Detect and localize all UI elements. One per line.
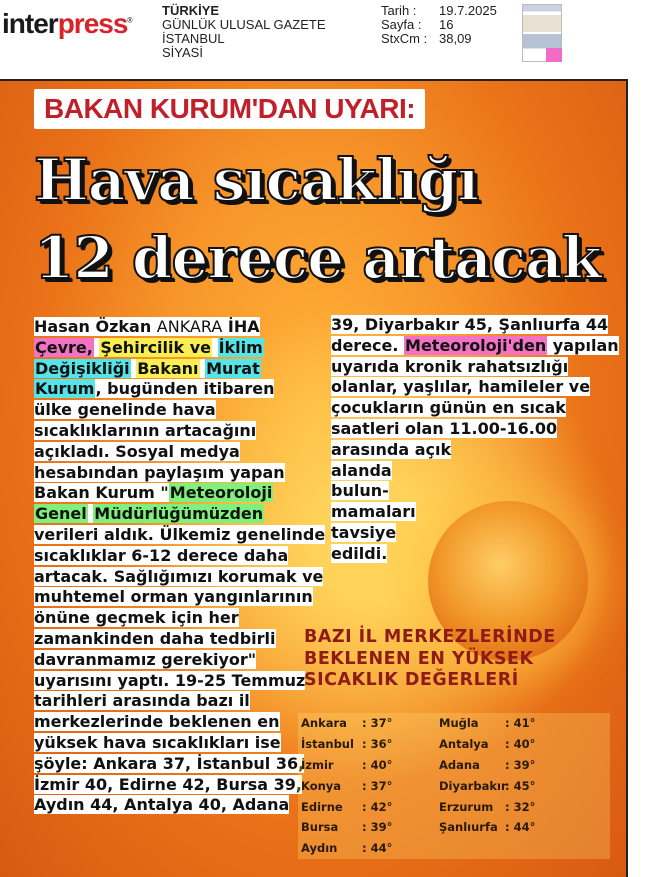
text-line: uyarıda kronik rahatsızlığı [331, 356, 569, 376]
city-name: İzmir [301, 757, 334, 772]
publication-frequency: GÜNLÜK ULUSAL GAZETE [162, 17, 326, 32]
text-line: hesabından paylaşım yapan [34, 462, 285, 482]
temperature-row [439, 775, 535, 796]
temperature-row [301, 755, 392, 776]
temperature-row [301, 775, 392, 796]
text-line: tavsiye [331, 522, 397, 542]
text-line: verileri aldık. Ülkemiz genelinde [34, 524, 326, 544]
city-temperature: : 44° [505, 820, 536, 835]
article-clipping [0, 81, 626, 877]
byline-author: Hasan Özkan [34, 317, 152, 336]
city-temperature: : 41° [505, 716, 536, 731]
clipping-header [0, 0, 651, 80]
city-temperature: : 45° [505, 778, 536, 793]
city-name: Erzurum [439, 799, 494, 814]
city-temperature: : 32° [505, 799, 536, 814]
thumbnail-marker [546, 48, 562, 62]
byline [34, 317, 260, 336]
text-line: muhtemel orman yangınlarının [34, 587, 313, 607]
city-name: Antalya [439, 737, 489, 752]
temperature-row [439, 755, 535, 776]
temperature-row [301, 817, 392, 838]
stxcm-label: StxCm [381, 31, 420, 46]
page-label: Sayfa [381, 17, 415, 32]
publication-info [162, 4, 326, 60]
highlight-degisikligi: Değişikliği [35, 358, 130, 378]
city-temperature: : 42° [362, 799, 393, 814]
text-line: bulun- [331, 481, 389, 501]
city-temperature: : 37° [362, 778, 393, 793]
text-line: yapılan [547, 335, 619, 355]
temperature-row [439, 796, 535, 817]
text-line: açıkladı. Sosyal medya [34, 441, 240, 461]
date-label: Tarih [381, 3, 410, 18]
text-line: Bakan Kurum " [34, 483, 169, 503]
text-line: zamankinden daha tedbirli [34, 628, 276, 648]
highlight-bakani: Bakanı [137, 358, 199, 378]
text-line: İzmir 40, Edirne 42, Bursa 39, [34, 774, 302, 794]
date-row: Tarih : 19.7.2025 [381, 3, 497, 18]
side-divider [626, 79, 628, 877]
text-line: sıcaklıklarının artacağını [34, 420, 257, 440]
text-line: davranmamız gerekiyor" [34, 649, 257, 669]
page-value: 16 [439, 17, 454, 32]
text-line: , bugünden itibaren [95, 379, 275, 399]
publication-category: SİYASİ [162, 45, 203, 60]
city-name: Muğla [439, 716, 479, 731]
highlight-kurum: Kurum [35, 379, 95, 399]
temperature-title-line: BAZI İL MERKEZLERİNDE [304, 627, 556, 647]
temperature-row [439, 817, 535, 838]
city-temperature: : 37° [362, 716, 393, 731]
text-line: merkezlerinde beklenen en [34, 712, 280, 732]
interpress-logo [2, 8, 132, 40]
registered-mark: ® [127, 17, 132, 25]
article-kicker: BAKAN KURUM'DAN UYARI: [34, 89, 425, 129]
temperature-box-title [304, 627, 556, 692]
text-line: edildi. [331, 543, 388, 563]
highlight-iklim: İklim [218, 337, 263, 357]
city-name: Diyarbakır [439, 778, 507, 793]
city-name: İstanbul [301, 737, 354, 752]
city-temperature: : 40° [362, 757, 393, 772]
temperature-row [439, 734, 535, 755]
text-line: Aydın 44, Antalya 40, Adana [34, 795, 290, 815]
city-name: Adana [439, 757, 480, 772]
temperature-title-line: BEKLENEN EN YÜKSEK [304, 648, 534, 669]
city-name: Edirne [301, 799, 343, 814]
text-line: uyarısını yaptı. 19-25 Temmuz [34, 670, 306, 690]
temperature-title-line: SICAKLIK DEĞERLERİ [304, 670, 519, 690]
clipping-meta [381, 4, 497, 46]
city-temperature: : 44° [362, 841, 393, 856]
article-column-2 [331, 315, 619, 565]
text-line: sıcaklıklar 6-12 derece daha [34, 545, 289, 565]
logo-text-accent: press [57, 8, 128, 39]
text-line: tarihleri arasında bazı il [34, 691, 250, 711]
text-line: yüksek hava sıcaklıkları ise [34, 732, 281, 752]
temperature-row [439, 713, 535, 734]
city-temperature: : 40° [505, 737, 536, 752]
text-line: artacak. Sağlığımızı korumak ve [34, 566, 324, 586]
city-temperature: : 39° [505, 757, 536, 772]
highlight-mudurlugu: Müdürlüğümüzden [94, 504, 264, 524]
highlight-sehircilik: Şehircilik ve [100, 337, 211, 357]
stxcm-row: StxCm : 38,09 [381, 31, 472, 46]
page-thumbnail [522, 4, 562, 62]
text-line: çocukların günün en sıcak [331, 398, 566, 418]
highlight-cevre: Çevre, [35, 337, 93, 357]
temperature-row [301, 838, 392, 859]
temperature-row [301, 734, 392, 755]
city-name: Bursa [301, 820, 339, 835]
temperature-column-right [439, 713, 535, 838]
city-temperature: : 36° [362, 737, 393, 752]
text-line: önüne geçmek için her [34, 608, 239, 628]
headline-line-2: 12 derece artacak [34, 224, 601, 292]
text-line: ülke genelinde hava [34, 400, 216, 420]
text-line: olanlar, yaşlılar, hamileler ve [331, 377, 591, 397]
logo-text-main: inter [2, 8, 58, 39]
highlight-meteorolojiden: Meteoroloji'den [405, 335, 547, 355]
article-column-1 [34, 317, 325, 816]
text-line: alanda [331, 460, 392, 480]
highlight-murat: Murat [206, 358, 260, 378]
date-value: 19.7.2025 [439, 3, 497, 18]
text-line: arasında açık [331, 439, 452, 459]
city-temperature: : 39° [362, 820, 393, 835]
text-line: derece. [331, 335, 405, 355]
temperature-column-left [301, 713, 392, 859]
city-name: Konya [301, 778, 342, 793]
publication-city: İSTANBUL [162, 31, 225, 46]
text-line: 39, Diyarbakır 45, Şanlıurfa 44 [331, 315, 609, 334]
page-row: Sayfa : 16 [381, 17, 454, 32]
publication-name: TÜRKİYE [162, 3, 220, 18]
byline-place: ANKARA [156, 317, 223, 336]
text-line: saatleri olan 11.00-16.00 [331, 418, 558, 438]
temperature-row [301, 713, 392, 734]
text-line: şöyle: Ankara 37, İstanbul 36, [34, 753, 305, 773]
stxcm-value: 38,09 [439, 31, 472, 46]
temperature-row [301, 796, 392, 817]
highlight-genel: Genel [35, 504, 87, 524]
byline-agency: İHA [227, 317, 260, 336]
headline-line-1: Hava sıcaklığı [34, 146, 479, 214]
city-name: Ankara [301, 716, 347, 731]
text-line: mamaları [331, 502, 416, 522]
highlight-meteoroloji: Meteoroloji [169, 483, 273, 503]
city-name: Şanlıurfa [439, 820, 498, 835]
city-name: Aydın [301, 841, 338, 856]
temperature-table [298, 713, 610, 859]
